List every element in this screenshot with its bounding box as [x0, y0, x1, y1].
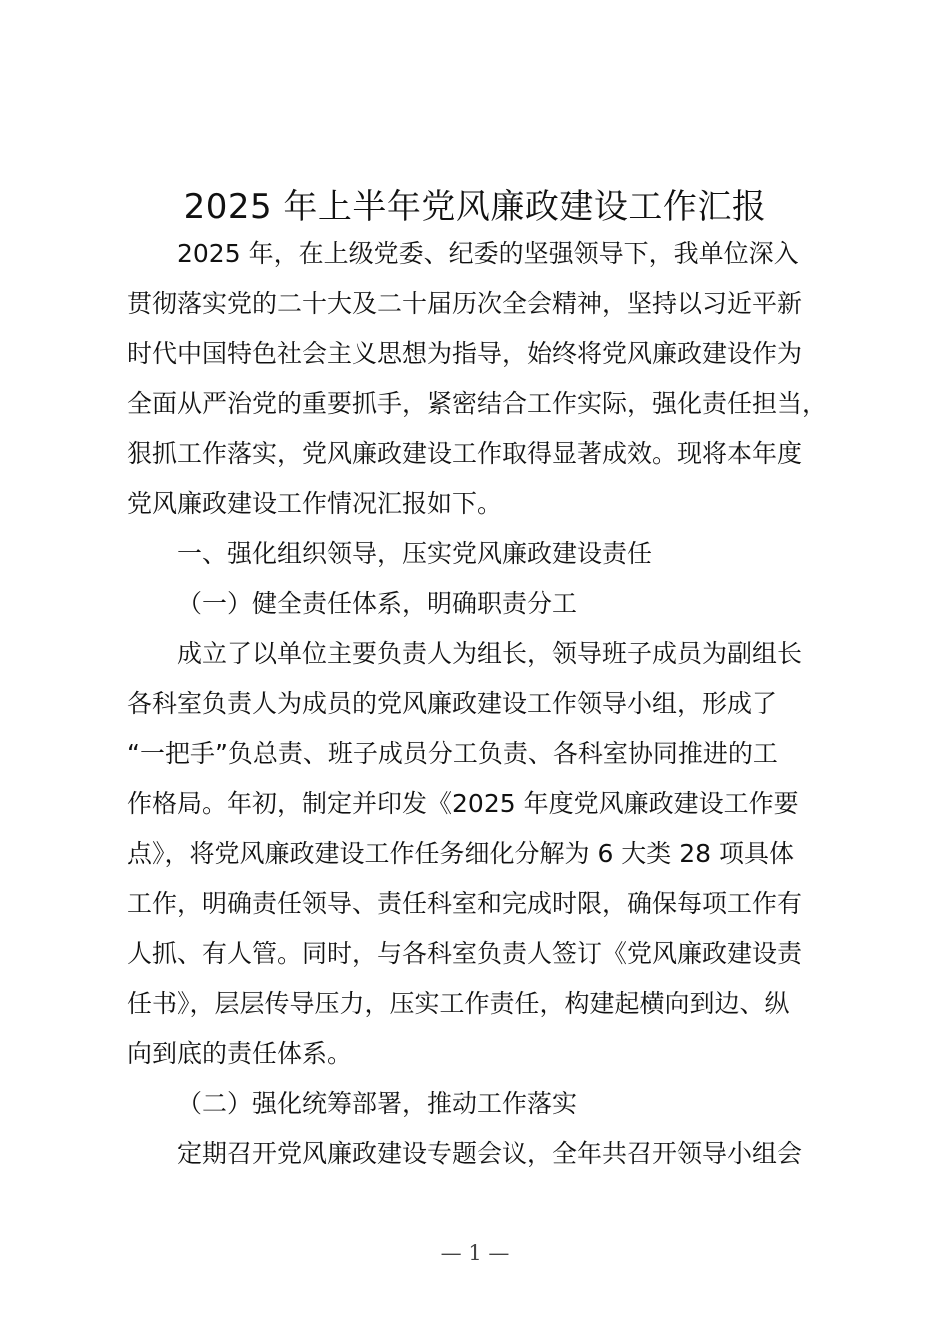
paragraph-line: 点》，将党风廉政建设工作任务细化分解为 6 大类 28 项具体: [127, 839, 795, 868]
page-number: — 1 —: [440, 1241, 510, 1265]
paragraph-line: 人抓、有人管。同时，与各科室负责人签订《党风廉政建设责: [127, 939, 803, 968]
paragraph-line: 工作，明确责任领导、责任科室和完成时限，确保每项工作有: [127, 889, 803, 918]
section-heading: 一、强化组织领导，压实党风廉政建设责任: [177, 539, 653, 568]
paragraph-line: 时代中国特色社会主义思想为指导，始终将党风廉政建设作为: [127, 339, 803, 368]
paragraph-line: 定期召开党风廉政建设专题会议，全年共召开领导小组会: [177, 1139, 803, 1168]
paragraph-line: 任书》，层层传导压力，压实工作责任，构建起横向到边、纵: [127, 989, 790, 1018]
paragraph-line: “一把手”负总责、班子成员分工负责、各科室协同推进的工: [127, 739, 778, 768]
paragraph-line: 向到底的责任体系。: [127, 1039, 353, 1068]
paragraph-line: 各科室负责人为成员的党风廉政建设工作领导小组，形成了: [127, 689, 778, 718]
document-title: 2025 年上半年党风廉政建设工作汇报: [183, 187, 767, 227]
paragraph-line: 作格局。年初，制定并印发《2025 年度党风廉政建设工作要: [127, 789, 799, 818]
subsection-heading: （二）强化统筹部署，推动工作落实: [177, 1089, 578, 1118]
paragraph-line: 成立了以单位主要负责人为组长，领导班子成员为副组长: [177, 639, 803, 668]
paragraph-line: 2025 年，在上级党委、纪委的坚强领导下，我单位深入: [177, 239, 799, 268]
paragraph-line: 狠抓工作落实，党风廉政建设工作取得显著成效。现将本年度: [127, 439, 803, 468]
paragraph-line: 全面从严治党的重要抓手，紧密结合工作实际，强化责任担当，: [127, 389, 828, 418]
subsection-heading: （一）健全责任体系，明确职责分工: [177, 589, 578, 618]
paragraph-line: 党风廉政建设工作情况汇报如下。: [127, 489, 503, 518]
paragraph-line: 贯彻落实党的二十大及二十届历次全会精神，坚持以习近平新: [127, 289, 803, 318]
